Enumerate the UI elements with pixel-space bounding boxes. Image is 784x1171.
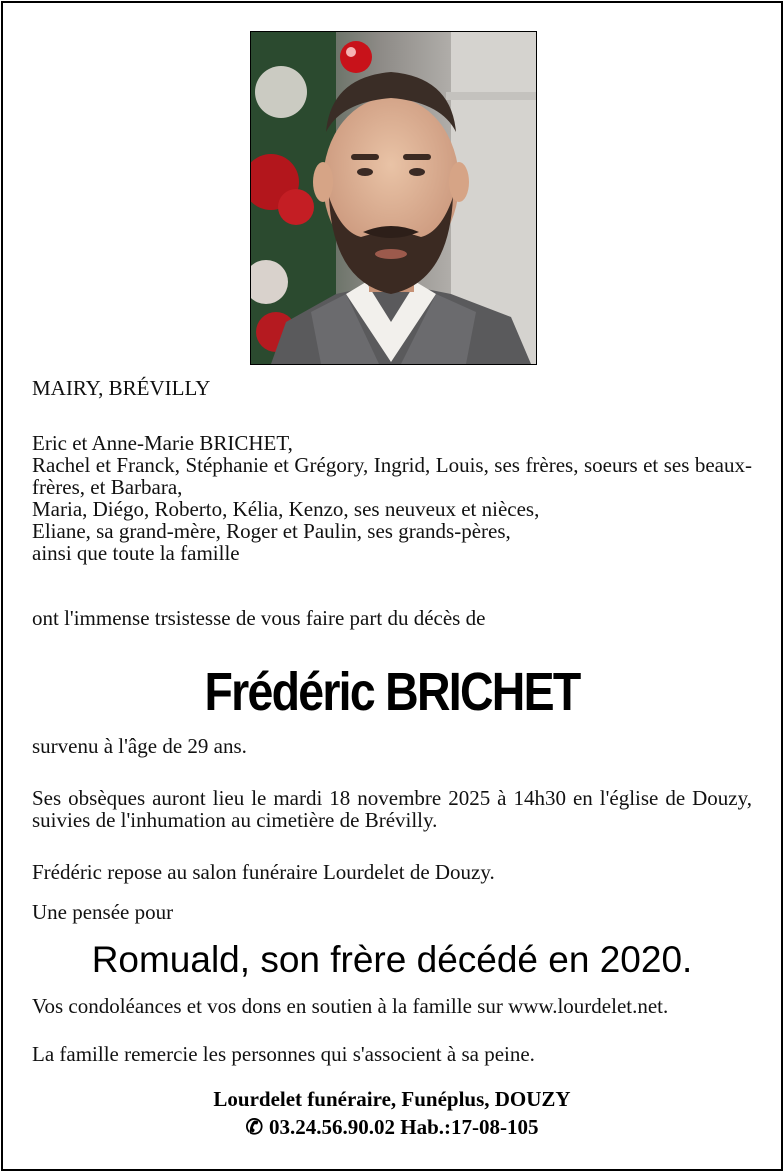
phone-number: 03.24.56.90.02 Hab.:17-08-105 bbox=[269, 1115, 539, 1139]
phone-icon: ✆ bbox=[245, 1115, 264, 1139]
funeral-details: Ses obsèques auront lieu le mardi 18 novembre 2025 à 14h30 en l'église de Douzy, suivies de l'inhumation au cimetière de Brévilly. bbox=[32, 786, 752, 832]
family-line: Eric et Anne-Marie BRICHET, bbox=[32, 431, 293, 455]
portrait-photo bbox=[250, 31, 537, 365]
family-line: ainsi que toute la famille bbox=[32, 541, 240, 565]
resting-place: Frédéric repose au salon funéraire Lourdelet de Douzy. bbox=[32, 860, 495, 884]
age-line: survenu à l'âge de 29 ans. bbox=[32, 734, 247, 758]
family-list bbox=[32, 432, 752, 564]
deceased-name: Frédéric BRICHET bbox=[204, 662, 580, 722]
family-line: Eliane, sa grand-mère, Roger et Paulin, ses grands-pères, bbox=[32, 519, 511, 543]
location-line: MAIRY, BRÉVILLY bbox=[32, 376, 211, 400]
thought-intro: Une pensée pour bbox=[32, 900, 174, 924]
contact-line bbox=[0, 1114, 784, 1140]
portrait-illustration bbox=[251, 32, 536, 364]
condolences-text: Vos condoléances et vos dons en soutien à la famille sur www.lourdelet.net. bbox=[32, 994, 669, 1018]
announcement-line: ont l'immense trsistesse de vous faire part du décès de bbox=[32, 606, 486, 630]
family-line: Maria, Diégo, Roberto, Kélia, Kenzo, ses neuveux et nièces, bbox=[32, 497, 540, 521]
funeral-home: Lourdelet funéraire, Funéplus, DOUZY bbox=[213, 1087, 571, 1111]
thanks-text: La famille remercie les personnes qui s'associent à sa peine. bbox=[32, 1042, 535, 1066]
memory-line: Romuald, son frère décédé en 2020. bbox=[91, 939, 693, 980]
family-line: Rachel et Franck, Stéphanie et Grégory, Ingrid, Louis, ses frères, soeurs et ses beaux-frères, et Barbara, bbox=[32, 453, 752, 499]
